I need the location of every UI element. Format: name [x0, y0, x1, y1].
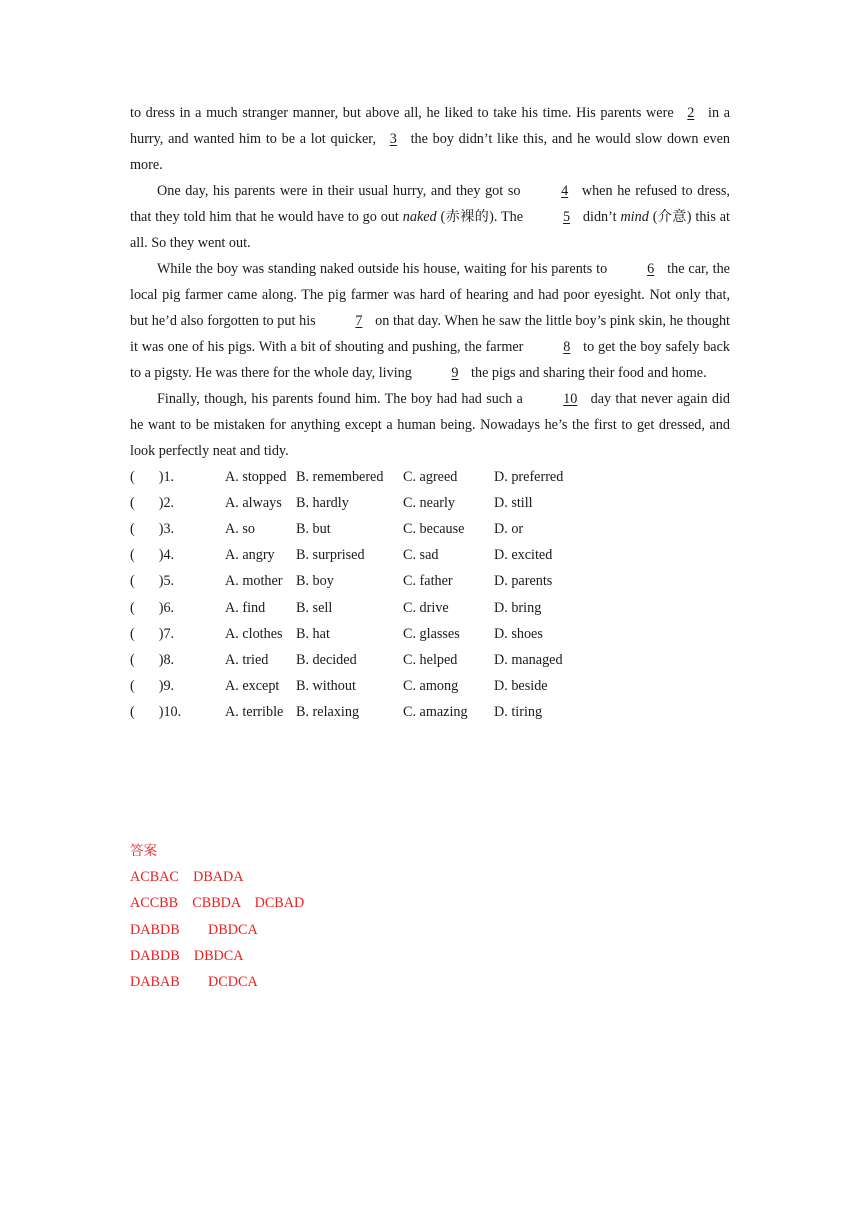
answer-line: ACBAC DBADA [130, 869, 244, 886]
answer-paren[interactable]: ( [130, 468, 135, 485]
passage-text: the pigs and sharing their food and home. [467, 365, 707, 381]
passage-text: in a hurry, and wanted him to be a lot quicker, [130, 105, 730, 147]
passage-text: to dress in a much stranger manner, but above all, he liked to take his time. His parents were [130, 105, 679, 121]
question-row [130, 595, 614, 621]
question-row [130, 674, 614, 700]
option-b: B. remembered [296, 468, 384, 485]
option-d: D. or [494, 520, 524, 537]
option-c: C. amazing [403, 704, 468, 721]
italic-word-naked: naked [402, 209, 437, 225]
option-d: D. bring [494, 599, 542, 616]
option-d: D. preferred [494, 468, 564, 485]
question-number [130, 464, 225, 490]
passage-text: to get the boy safely back to a pigsty. He was there for the whole day, living [130, 339, 730, 381]
answer-line: ACCBB CBBDA DCBAD [130, 895, 305, 912]
option-b: B. sell [296, 599, 333, 616]
option-c: C. father [403, 573, 453, 590]
option-a: A. terrible [225, 704, 284, 721]
blank-8: 8 [563, 339, 571, 355]
option-a: A. stopped [225, 468, 287, 485]
option-b: B. without [296, 678, 356, 695]
answer-paren[interactable]: ( [130, 625, 135, 642]
option-b: B. surprised [296, 547, 365, 564]
question-number [130, 516, 225, 542]
passage-text: didn’t [579, 209, 621, 225]
question-row [130, 647, 614, 673]
question-row [130, 516, 614, 542]
option-a: A. mother [225, 573, 283, 590]
option-a: A. so [225, 520, 255, 537]
option-b: B. decided [296, 651, 357, 668]
passage-text: One day, his parents were in their usual hurry, and they got so [157, 183, 526, 199]
option-a: A. clothes [225, 625, 283, 642]
blank-3: 3 [389, 131, 397, 147]
answer-lines [130, 864, 304, 995]
answer-line: DABDB DBDCA [130, 947, 244, 964]
option-a: A. except [225, 678, 280, 695]
option-d: D. shoes [494, 625, 543, 642]
answer-line: DABAB DCDCA [130, 974, 258, 991]
passage-text: when he refused to dress, that they told him that he would have to go out [130, 183, 730, 225]
answer-line: DABDB DBDCA [130, 921, 258, 938]
passage-text: day that never again did he want to be mistaken for anything except a human being. Nowadays he’s the first to get dressed, and look perfectly neat and tidy. [130, 391, 730, 459]
question-row [130, 569, 614, 595]
question-number-label: )4. [158, 547, 175, 564]
question-number [130, 674, 225, 700]
question-number [130, 543, 225, 569]
question-number-label: )1. [158, 468, 175, 485]
option-c: C. because [403, 520, 465, 537]
question-row [130, 543, 614, 569]
option-d: D. still [494, 494, 533, 511]
option-c: C. sad [403, 547, 439, 564]
passage-text: the boy didn’t like this, and he would slow down even more. [130, 131, 730, 173]
question-number-label: )9. [158, 678, 175, 695]
option-c: C. helped [403, 651, 458, 668]
passage-paragraph-2 [130, 178, 730, 256]
question-number [130, 569, 225, 595]
blank-2: 2 [687, 105, 695, 121]
option-a: A. angry [225, 547, 275, 564]
blank-9: 9 [451, 365, 459, 381]
question-number-label: )2. [158, 494, 175, 511]
passage-paragraph-3 [130, 256, 730, 386]
answer-paren[interactable]: ( [130, 547, 135, 564]
passage-paragraph-4 [130, 386, 730, 464]
question-row [130, 490, 614, 516]
option-c: C. drive [403, 599, 449, 616]
question-number-label: )6. [158, 599, 175, 616]
document-page [130, 100, 730, 726]
blank-6: 6 [647, 261, 655, 277]
option-a: A. find [225, 599, 266, 616]
passage-text: While the boy was standing naked outside his house, waiting for his parents to [157, 261, 612, 277]
question-number [130, 621, 225, 647]
option-b: B. boy [296, 573, 334, 590]
question-row [130, 464, 614, 490]
option-c: C. glasses [403, 625, 460, 642]
passage-text: (介意) this at all. So they went out. [130, 209, 730, 251]
answer-paren[interactable]: ( [130, 599, 135, 616]
question-number-label: )7. [158, 625, 175, 642]
answer-paren[interactable]: ( [130, 573, 135, 590]
question-number-label: )3. [158, 520, 175, 537]
question-number [130, 700, 225, 726]
option-c: C. nearly [403, 494, 456, 511]
answer-paren[interactable]: ( [130, 494, 135, 511]
question-table [130, 464, 614, 726]
option-a: A. tried [225, 651, 269, 668]
passage-text: Finally, though, his parents found him. The boy had had such a [157, 391, 528, 407]
blank-7: 7 [355, 313, 363, 329]
answer-title: 答案 [130, 843, 157, 859]
passage-paragraph-1 [130, 100, 730, 178]
option-b: B. hat [296, 625, 330, 642]
option-a: A. always [225, 494, 282, 511]
passage-text: on that day. When he saw the little boy’s pink skin, he thought it was one of his pigs. With a bit of shouting and pushing, the farmer [130, 313, 731, 355]
blank-5: 5 [562, 209, 571, 225]
passage-text: (赤裸的). The [436, 209, 527, 225]
blank-4: 4 [561, 183, 569, 199]
option-d: D. parents [494, 573, 553, 590]
option-d: D. managed [494, 651, 563, 668]
option-c: C. agreed [403, 468, 458, 485]
passage-text: the car, the local pig farmer came along. The pig farmer was hard of hearing and had poor eyesight. Not only that, but he’d also forgotten to put his [130, 261, 730, 329]
option-d: D. tiring [494, 704, 543, 721]
question-number [130, 647, 225, 673]
option-c: C. among [403, 678, 459, 695]
answer-paren[interactable]: ( [130, 704, 135, 721]
question-number [130, 490, 225, 516]
answer-paren[interactable]: ( [130, 651, 135, 668]
question-number [130, 595, 225, 621]
option-d: D. beside [494, 678, 548, 695]
question-number-label: )10. [158, 704, 182, 721]
option-b: B. hardly [296, 494, 349, 511]
question-number-label: )8. [158, 651, 175, 668]
question-number-label: )5. [158, 573, 175, 590]
question-row [130, 700, 614, 726]
answer-key [130, 838, 304, 995]
italic-word-mind: mind [620, 209, 649, 225]
option-d: D. excited [494, 547, 553, 564]
option-b: B. relaxing [296, 704, 360, 721]
blank-10: 10 [563, 391, 578, 407]
question-row [130, 621, 614, 647]
answer-paren[interactable]: ( [130, 678, 135, 695]
answer-paren[interactable]: ( [130, 520, 135, 537]
option-b: B. but [296, 520, 331, 537]
